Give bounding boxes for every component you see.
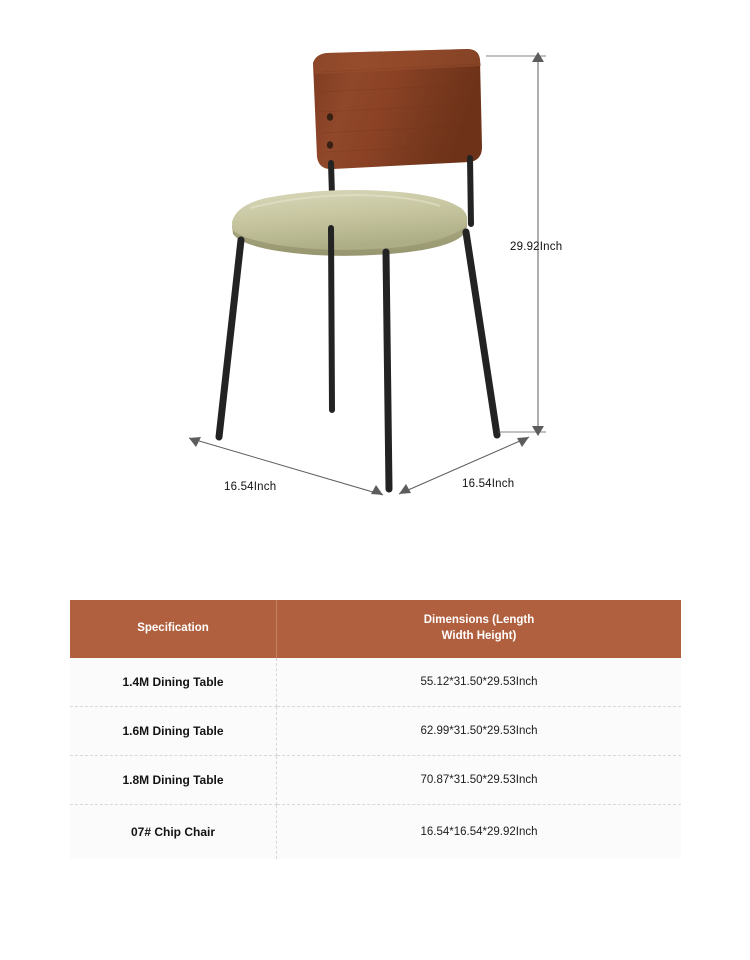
table-row <box>70 707 681 756</box>
cell-specification: 1.4M Dining Table <box>70 658 277 707</box>
table-row <box>70 658 681 707</box>
column-header-dimensions-line1: Dimensions (Length <box>423 614 535 627</box>
chair-backrest <box>313 49 482 169</box>
table-header <box>70 600 681 658</box>
cell-dimensions: 62.99*31.50*29.53Inch <box>277 707 682 756</box>
dimension-label-height: 29.92Inch <box>510 241 563 253</box>
chair-legs <box>219 228 497 489</box>
cell-specification: 1.8M Dining Table <box>70 756 277 805</box>
column-header-dimensions <box>277 600 682 658</box>
table-row <box>70 805 681 860</box>
dimension-label-depth: 16.54Inch <box>462 478 515 490</box>
cell-dimensions: 55.12*31.50*29.53Inch <box>277 658 682 707</box>
cell-dimensions: 70.87*31.50*29.53Inch <box>277 756 682 805</box>
backrest-screw-lower <box>327 141 333 149</box>
chair-seat <box>232 190 467 256</box>
column-header-dimensions-line2: Width Height) <box>441 630 517 642</box>
backrest-screw-upper <box>327 113 333 121</box>
cell-specification: 1.6M Dining Table <box>70 707 277 756</box>
table-body <box>70 658 681 859</box>
table-row <box>70 756 681 805</box>
column-header-specification: Specification <box>70 600 277 658</box>
specification-table <box>70 600 681 859</box>
cell-dimensions: 16.54*16.54*29.92Inch <box>277 805 682 860</box>
table-header-row <box>70 600 681 658</box>
cell-specification: 07# Chip Chair <box>70 805 277 860</box>
width-dimension-line <box>189 438 383 495</box>
dimension-label-width: 16.54Inch <box>224 481 277 493</box>
